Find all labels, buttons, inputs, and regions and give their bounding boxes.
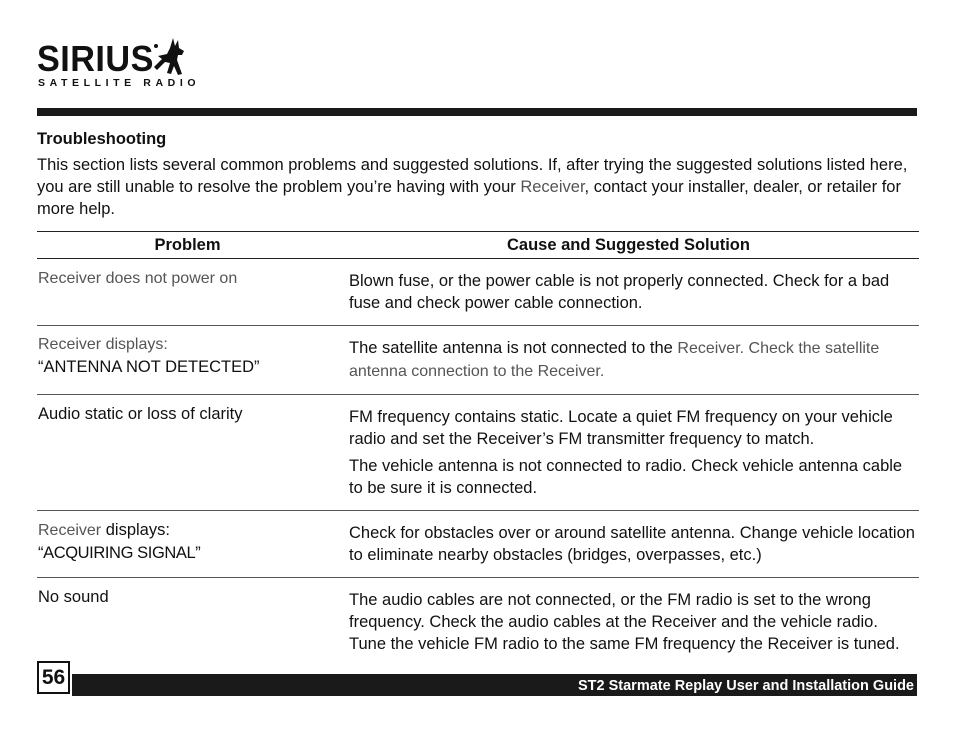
- table-row: [37, 326, 919, 395]
- solution-text: Check for obstacles over or around satellite antenna. Change vehicle location to eliminate nearby obstacles (bridges, overpasses, etc.): [349, 524, 915, 564]
- solution-text: The audio cables are not connected, or the FM radio is set to the wrong frequency. Check the audio cables at the Receiver and the vehicle radio. Tune the vehicle FM radio to the same FM frequency the Receiver is tuned.: [349, 591, 900, 653]
- header-problem: Problem: [37, 232, 338, 259]
- solution-text-2: Receiver. Check the satellite antenna connection to the Receiver.: [349, 340, 880, 380]
- problem-cell: [37, 326, 338, 395]
- troubleshooting-table: [37, 231, 919, 666]
- header-rule: [37, 108, 917, 116]
- solution-text-1: FM frequency contains static. Locate a quiet FM frequency on your vehicle radio and set the Receiver’s FM transmitter frequency to match.: [349, 408, 893, 448]
- sirius-logo: [37, 36, 201, 92]
- intro-text-2: , contact your installer, dealer, or retailer for more help.: [37, 178, 901, 218]
- problem-cell: [37, 259, 338, 326]
- footer-guide-title: ST2 Starmate Replay User and Installation Guide: [72, 674, 917, 696]
- problem-cell: [37, 578, 338, 667]
- logo-subtitle: SATELLITE RADIO: [38, 77, 201, 89]
- solution-cell: [338, 326, 919, 395]
- problem-text-line2: “ANTENNA NOT DETECTED”: [38, 358, 260, 376]
- page-number: 56: [37, 661, 70, 694]
- solution-text-2: The vehicle antenna is not connected to radio. Check vehicle antenna cable to be sure it is connected.: [349, 457, 903, 497]
- header-solution: Cause and Suggested Solution: [338, 232, 919, 259]
- problem-receiver-word: Receiver: [38, 522, 102, 539]
- problem-cell: [37, 511, 338, 578]
- problem-displays-word: displays:: [101, 521, 170, 539]
- problem-text-line2: “ACQUIRING SIGNAL”: [38, 544, 201, 562]
- table-row: [37, 578, 919, 667]
- table-row: [37, 259, 919, 326]
- solution-cell: [338, 511, 919, 578]
- solution-cell: [338, 259, 919, 326]
- solution-text-1: The satellite antenna is not connected to the: [349, 339, 678, 357]
- table-header-row: [37, 232, 919, 259]
- problem-text: No sound: [38, 588, 109, 606]
- problem-text-line1: Receiver displays:: [38, 336, 168, 353]
- intro-paragraph: [37, 154, 917, 220]
- table-row: [37, 511, 919, 578]
- intro-text-1: This section lists several common problems and suggested solutions. If, after trying the suggested solutions listed here, you are still unable to resolve the problem you’re having with your: [37, 156, 908, 196]
- logo-wordmark: SIRIUS: [37, 38, 154, 79]
- solution-cell: [338, 578, 919, 667]
- section-title: Troubleshooting: [37, 130, 167, 148]
- problem-cell: [37, 395, 338, 511]
- problem-text: Receiver does not power on: [38, 270, 238, 287]
- solution-cell: [338, 395, 919, 511]
- solution-text: Blown fuse, or the power cable is not properly connected. Check for a bad fuse and check power cable connection.: [349, 272, 890, 312]
- dog-mascot-icon: [151, 36, 189, 78]
- intro-receiver-word: Receiver: [520, 178, 585, 196]
- table-row: [37, 395, 919, 511]
- problem-text: Audio static or loss of clarity: [38, 405, 243, 423]
- solution-paragraph: [349, 337, 919, 383]
